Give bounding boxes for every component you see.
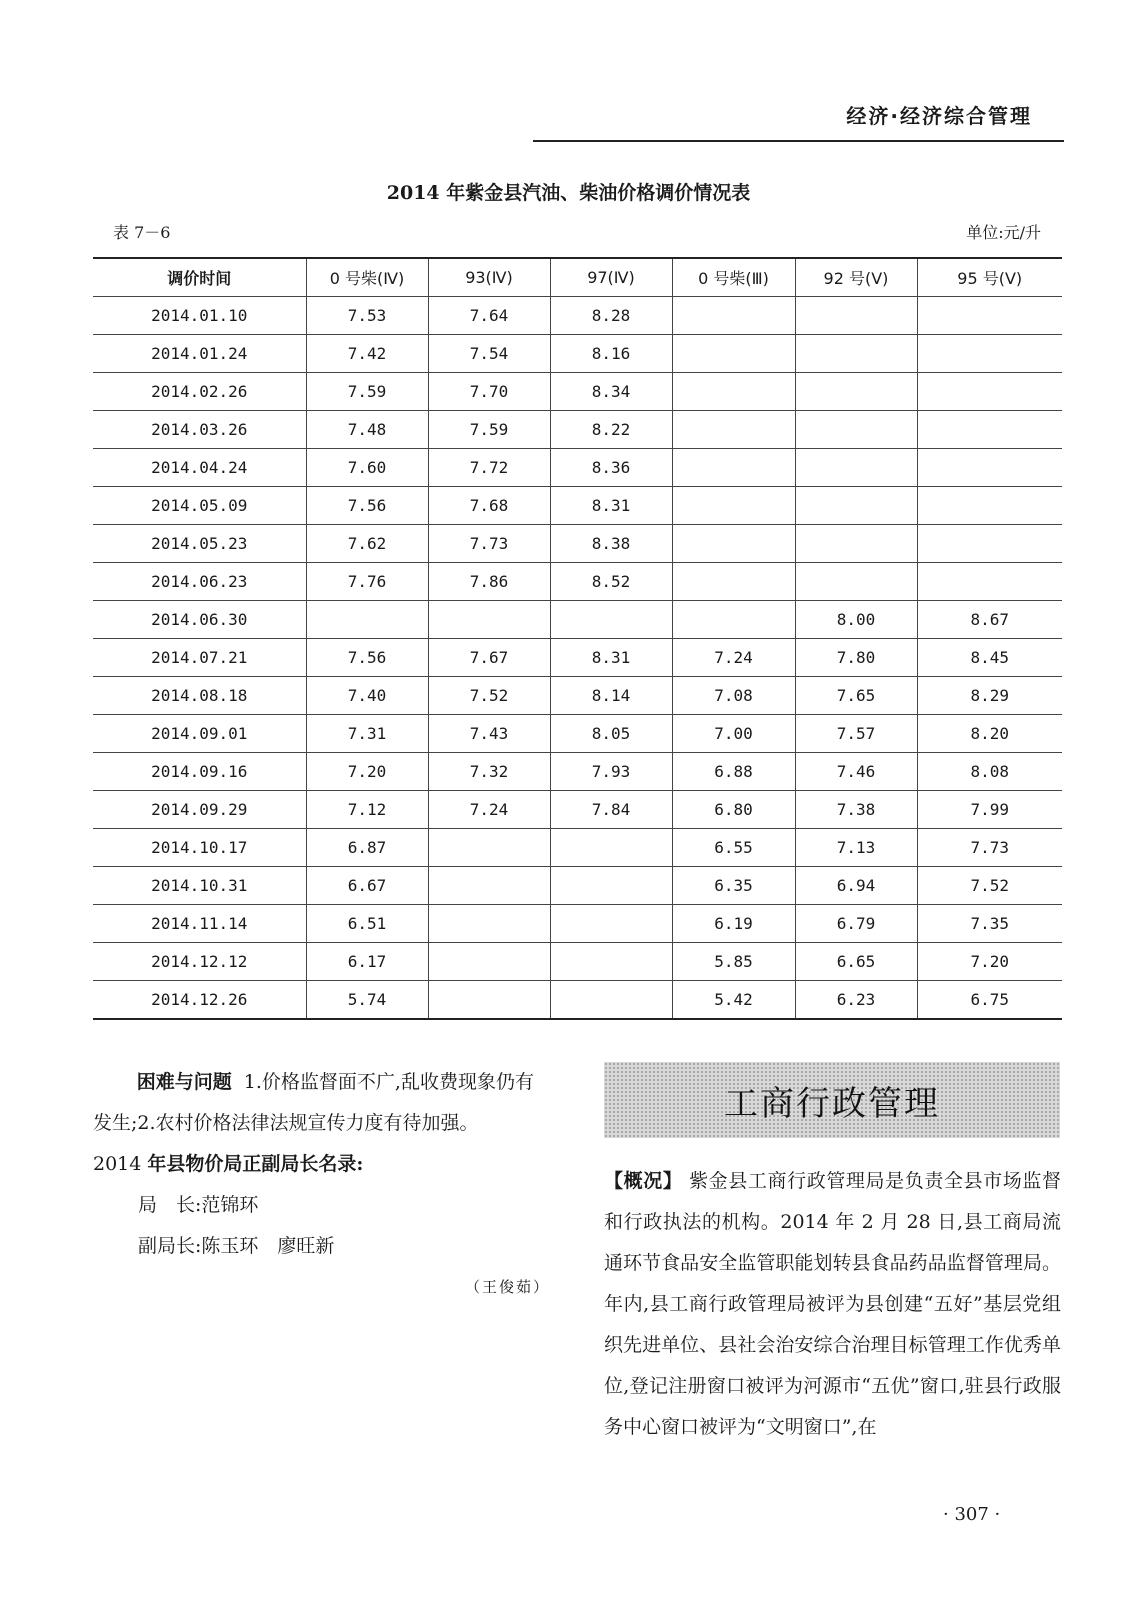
price-cell: 8.67 [917,601,1062,639]
price-cell: 7.42 [306,335,428,373]
price-cell [550,867,672,905]
date-cell: 2014.09.16 [93,753,306,791]
price-cell: 7.20 [917,943,1062,981]
author-credit: （王俊茹） [464,1278,550,1296]
price-cell: 7.12 [306,791,428,829]
price-cell: 7.76 [306,563,428,601]
price-cell [672,487,795,525]
price-cell [795,411,917,449]
price-cell: 7.57 [795,715,917,753]
table-row [93,943,1062,981]
price-cell: 7.73 [917,829,1062,867]
table-row [93,449,1062,487]
table-row [93,639,1062,677]
table-row [93,487,1062,525]
price-cell [795,449,917,487]
price-cell [917,525,1062,563]
table-row [93,791,1062,829]
price-cell: 7.64 [428,297,550,335]
price-cell: 6.88 [672,753,795,791]
price-cell [428,905,550,943]
price-cell: 8.34 [550,373,672,411]
price-cell [672,525,795,563]
page-header-title: 经济·经济综合管理 [846,104,1032,128]
price-cell [672,297,795,335]
price-cell [795,525,917,563]
table-row [93,677,1062,715]
table-row [93,867,1062,905]
price-cell: 7.32 [428,753,550,791]
price-cell [550,601,672,639]
overview-label: 【概况】 [604,1170,683,1192]
price-cell: 7.53 [306,297,428,335]
table-row [93,411,1062,449]
director-line: 局 长:范锦环 [138,1194,259,1216]
price-cell: 8.29 [917,677,1062,715]
price-cell: 7.48 [306,411,428,449]
table-unit: 单位:元/升 [966,223,1041,242]
date-cell: 2014.01.10 [93,297,306,335]
price-cell: 7.59 [306,373,428,411]
price-cell: 6.55 [672,829,795,867]
price-cell [795,373,917,411]
fuel-price-table [93,257,1062,1020]
price-cell: 8.20 [917,715,1062,753]
price-cell [917,411,1062,449]
price-cell: 8.31 [550,487,672,525]
price-cell: 8.52 [550,563,672,601]
price-cell: 8.45 [917,639,1062,677]
column-header: 0 号柴(Ⅳ) [306,258,428,297]
column-header: 93(Ⅳ) [428,258,550,297]
price-cell: 7.56 [306,639,428,677]
table-row [93,829,1062,867]
price-cell [672,449,795,487]
price-cell: 7.73 [428,525,550,563]
section-banner [604,1062,1060,1138]
table-row [93,905,1062,943]
price-cell: 6.19 [672,905,795,943]
table-title: 2014 年紫金县汽油、柴油价格调价情况表 [386,182,751,204]
price-cell [672,563,795,601]
problems-label: 困难与问题 [136,1071,232,1093]
price-cell: 8.31 [550,639,672,677]
date-cell: 2014.05.09 [93,487,306,525]
date-cell: 2014.08.18 [93,677,306,715]
column-header: 95 号(Ⅴ) [917,258,1062,297]
price-cell [672,335,795,373]
deputy-director-line: 副局长:陈玉环 廖旺新 [138,1235,335,1257]
date-cell: 2014.10.17 [93,829,306,867]
price-cell: 6.67 [306,867,428,905]
price-cell [672,373,795,411]
price-cell [550,981,672,1020]
price-cell: 7.99 [917,791,1062,829]
price-cell: 7.52 [428,677,550,715]
date-cell: 2014.05.23 [93,525,306,563]
column-header: 调价时间 [93,258,306,297]
table-body [93,297,1062,1020]
price-cell: 6.87 [306,829,428,867]
price-cell: 7.35 [917,905,1062,943]
date-cell: 2014.01.24 [93,335,306,373]
price-cell: 7.54 [428,335,550,373]
directors-heading [93,1144,550,1185]
problems-text: 1.价格监督面不广,乱收费现象仍有发生;2.农村价格法律法规宣传力度有待加强。 [93,1071,534,1134]
price-cell: 7.52 [917,867,1062,905]
date-cell: 2014.09.01 [93,715,306,753]
date-cell: 2014.07.21 [93,639,306,677]
price-cell: 7.68 [428,487,550,525]
price-cell: 7.67 [428,639,550,677]
price-cell: 5.85 [672,943,795,981]
price-cell [428,943,550,981]
price-cell [795,335,917,373]
price-cell [428,601,550,639]
price-cell: 6.80 [672,791,795,829]
date-cell: 2014.12.26 [151,990,248,1009]
left-column [93,1062,550,1308]
page-number: · 307 · [943,1504,1001,1525]
table-row [93,981,1062,1020]
price-cell: 7.08 [672,677,795,715]
price-cell: 7.46 [795,753,917,791]
price-cell: 8.36 [550,449,672,487]
table-row [93,753,1062,791]
column-header: 92 号(Ⅴ) [795,258,917,297]
price-cell: 8.16 [550,335,672,373]
price-cell [672,601,795,639]
price-cell [917,487,1062,525]
price-cell: 5.74 [306,981,428,1020]
price-cell: 8.22 [550,411,672,449]
right-column [604,1161,1061,1448]
price-cell [306,601,428,639]
price-cell: 7.24 [428,791,550,829]
price-cell: 8.38 [550,525,672,563]
price-cell: 6.75 [917,981,1062,1020]
price-cell: 7.59 [428,411,550,449]
price-cell: 6.79 [795,905,917,943]
price-cell [550,829,672,867]
problems-paragraph [93,1062,550,1144]
table-row [93,373,1062,411]
price-cell: 8.00 [795,601,917,639]
price-cell: 5.42 [672,981,795,1020]
price-cell: 7.86 [428,563,550,601]
price-cell: 7.93 [550,753,672,791]
price-cell: 7.72 [428,449,550,487]
date-cell: 2014.03.26 [93,411,306,449]
price-cell: 8.08 [917,753,1062,791]
price-cell: 8.28 [550,297,672,335]
date-cell: 2014.12.12 [93,943,306,981]
price-cell [550,943,672,981]
price-cell [917,297,1062,335]
table-number: 表 7－6 [113,223,171,242]
date-cell: 2014.04.24 [93,449,306,487]
price-cell [917,449,1062,487]
price-cell [917,335,1062,373]
price-cell [428,981,550,1020]
price-cell: 7.00 [672,715,795,753]
price-cell [428,829,550,867]
price-cell: 7.31 [306,715,428,753]
date-cell: 2014.09.29 [93,791,306,829]
price-cell: 7.40 [306,677,428,715]
date-cell: 2014.10.31 [93,867,306,905]
table-row [93,335,1062,373]
date-cell: 2014.06.23 [93,563,306,601]
section-title: 工商行政管理 [724,1083,940,1124]
table-header-row [93,258,1062,297]
price-cell: 6.65 [795,943,917,981]
price-cell: 6.23 [795,981,917,1020]
directors-heading-year: 2014 [93,1153,142,1175]
price-cell: 7.62 [306,525,428,563]
price-cell [795,297,917,335]
price-cell: 6.51 [306,905,428,943]
price-cell: 7.43 [428,715,550,753]
table-row [93,601,1062,639]
date-cell: 2014.11.14 [93,905,306,943]
price-cell [672,411,795,449]
date-cell: 2014.06.30 [93,601,306,639]
price-cell: 8.05 [550,715,672,753]
price-cell: 6.94 [795,867,917,905]
price-cell: 7.60 [306,449,428,487]
price-cell [917,563,1062,601]
price-cell [795,563,917,601]
header-rule [533,140,1064,142]
table-row [93,297,1062,335]
column-header: 0 号柴(Ⅲ) [672,258,795,297]
price-cell: 7.80 [795,639,917,677]
date-cell: 2014.02.26 [93,373,306,411]
price-cell: 7.24 [672,639,795,677]
price-cell: 6.17 [306,943,428,981]
price-cell: 6.35 [672,867,795,905]
price-cell [795,487,917,525]
overview-paragraph [604,1161,1061,1448]
price-cell: 7.65 [795,677,917,715]
price-cell: 7.56 [306,487,428,525]
table-row [93,715,1062,753]
price-cell: 7.70 [428,373,550,411]
column-header: 97(Ⅳ) [550,258,672,297]
price-cell [550,905,672,943]
price-cell: 7.20 [306,753,428,791]
price-cell: 8.14 [550,677,672,715]
table-row [93,563,1062,601]
table-row [93,525,1062,563]
directors-heading-text: 年县物价局正副局长名录: [147,1153,364,1175]
price-cell [428,867,550,905]
price-cell: 7.84 [550,791,672,829]
price-cell: 7.38 [795,791,917,829]
price-cell [917,373,1062,411]
price-cell: 7.13 [795,829,917,867]
overview-text: 紫金县工商行政管理局是负责全县市场监督和行政执法的机构。2014 年 2 月 28 日,县工商局流通环节食品安全监管职能划转县食品药品监督管理局。年内,县工商行政管理局被评为县创建“五好”基层党组织先进单位、县社会治安综合治理目标管理工作优秀单位,登记注册窗口被评为河源市“五优”窗口,驻县行政服务中心窗口被评为“文明窗口”,在 [604,1170,1061,1438]
